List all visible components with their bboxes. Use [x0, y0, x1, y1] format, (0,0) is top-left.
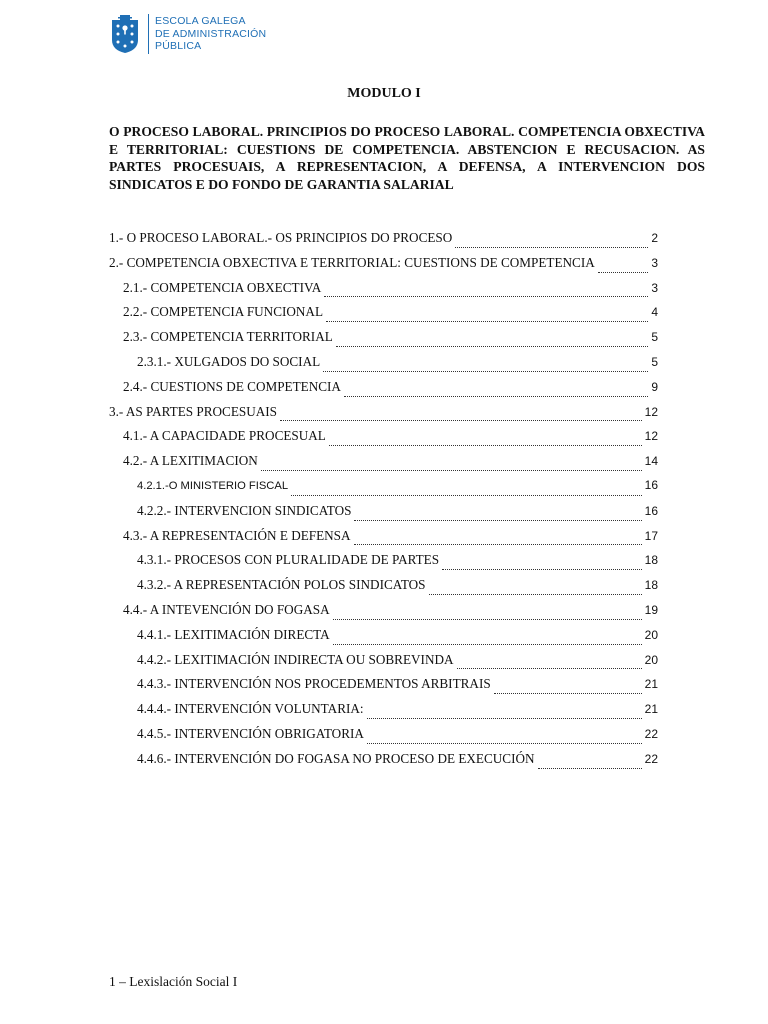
toc-entry-title: 4.2.1.-O MINISTERIO FISCAL [137, 479, 289, 492]
toc-entry[interactable] [109, 428, 658, 453]
toc-entry-title: 4.4.2.- LEXITIMACIÓN INDIRECTA OU SOBREVINDA [137, 651, 454, 667]
toc-entry-title: 4.1.- A CAPACIDADE PROCESUAL [123, 428, 326, 444]
toc-entry[interactable] [109, 503, 658, 528]
toc-entry[interactable] [109, 329, 658, 354]
toc-entry[interactable] [109, 577, 658, 602]
toc-dot-leader [538, 767, 642, 769]
toc-entry-page: 12 [644, 404, 658, 419]
toc-entry[interactable] [109, 552, 658, 577]
toc-entry-title: 4.4.6.- INTERVENCIÓN DO FOGASA NO PROCESO DE EXECUCIÓN [137, 750, 535, 766]
toc-entry-page: 5 [651, 330, 658, 345]
toc-entry[interactable] [109, 676, 658, 701]
toc-entry[interactable] [109, 652, 658, 677]
toc-entry[interactable] [109, 453, 658, 478]
toc-entry-title: 4.4.4.- INTERVENCIÓN VOLUNTARIA: [137, 701, 364, 717]
toc-entry-title: 1.- O PROCESO LABORAL.- OS PRINCIPIOS DO PROCESO [109, 230, 453, 245]
toc-entry[interactable] [109, 751, 658, 776]
toc-entry-page: 12 [644, 429, 658, 444]
toc-dot-leader [291, 494, 642, 496]
toc-dot-leader [598, 271, 649, 273]
toc-entry-page: 16 [644, 477, 658, 492]
toc-entry[interactable] [109, 701, 658, 726]
toc-entry-page: 2 [651, 231, 658, 245]
toc-entry-page: 3 [651, 280, 658, 295]
toc-entry-page: 9 [651, 379, 658, 394]
module-title: MODULO I [347, 86, 421, 101]
toc-dot-leader [336, 345, 649, 347]
toc-entry-page: 19 [644, 602, 658, 617]
toc-entry-page: 17 [644, 528, 658, 543]
toc-dot-leader [326, 320, 648, 322]
toc-entry-page: 22 [644, 751, 658, 766]
toc-entry[interactable] [109, 627, 658, 652]
toc-entry-title: 2.3.- COMPETENCIA TERRITORIAL [123, 329, 333, 345]
table-of-contents [109, 230, 658, 776]
toc-entry[interactable] [109, 379, 658, 404]
logo-line-1: ESCOLA GALEGA [155, 15, 246, 27]
toc-entry[interactable] [109, 478, 658, 503]
toc-dot-leader [455, 246, 648, 248]
toc-entry-title: 4.2.2.- INTERVENCION SINDICATOS [137, 502, 352, 518]
toc-entry-title: 2.4.- CUESTIONS DE COMPETENCIA [123, 378, 341, 394]
logo-line-2: DE ADMINISTRACIÓN [155, 27, 267, 40]
toc-entry-page: 20 [644, 652, 658, 667]
toc-entry-page: 18 [644, 553, 658, 568]
toc-dot-leader [333, 618, 642, 620]
toc-dot-leader [323, 370, 648, 372]
logo-divider [148, 14, 149, 54]
egap-logo [110, 14, 266, 54]
document-title: O PROCESO LABORAL. PRINCIPIOS DO PROCESO LABORAL. COMPETENCIA OBXECTIVA E TERRITORIAL: CUESTIONS DE COMPETENCIA. ABSTENCION E RECUSACION. AS PARTES PROCESUAIS, A REPRESENTACION, A DEFENSA, A INTERVENCION DOS SINDICATOS E DO FONDO DE GARANTIA SALARIAL [109, 124, 705, 192]
toc-entry[interactable] [109, 528, 658, 553]
toc-entry-title: 4.3.- A REPRESENTACIÓN E DEFENSA [123, 527, 351, 543]
toc-entry[interactable] [109, 230, 658, 255]
toc-entry-page: 20 [644, 627, 658, 642]
toc-entry-title: 2.1.- COMPETENCIA OBXECTIVA [123, 279, 322, 295]
toc-entry-title: 3.- AS PARTES PROCESUAIS [109, 403, 278, 419]
page-footer: 1 – Lexislación Social I [109, 974, 238, 989]
toc-entry[interactable] [109, 304, 658, 329]
toc-entry-page: 16 [644, 503, 658, 518]
toc-entry-page: 4 [651, 305, 658, 320]
toc-dot-leader [280, 419, 642, 421]
toc-entry-page: 21 [644, 702, 658, 717]
toc-dot-leader [261, 469, 642, 471]
toc-entry[interactable] [109, 404, 658, 429]
toc-entry[interactable] [109, 602, 658, 627]
toc-dot-leader [329, 444, 642, 446]
toc-entry-title: 2.3.1.- XULGADOS DO SOCIAL [137, 353, 321, 369]
toc-entry-page: 14 [644, 454, 658, 469]
toc-entry-title: 4.2.- A LEXITIMACION [123, 453, 258, 469]
toc-entry-title: 4.4.- A INTEVENCIÓN DO FOGASA [123, 601, 330, 617]
toc-entry-page: 5 [651, 354, 658, 369]
toc-dot-leader [333, 643, 642, 645]
toc-entry-title: 4.4.5.- INTERVENCIÓN OBRIGATORIA [137, 725, 364, 741]
toc-dot-leader [457, 667, 642, 669]
toc-entry-title: 2.2.- COMPETENCIA FUNCIONAL [123, 304, 324, 320]
toc-entry-page: 18 [644, 578, 658, 593]
toc-entry-page: 21 [644, 677, 658, 692]
toc-entry-title: 4.4.1.- LEXITIMACIÓN DIRECTA [137, 626, 330, 642]
toc-dot-leader [354, 543, 642, 545]
toc-dot-leader [354, 519, 641, 521]
logo-line-3: PÚBLICA [155, 40, 202, 52]
logo-wordmark [155, 15, 266, 53]
toc-dot-leader [344, 395, 648, 397]
toc-entry-page: 3 [651, 255, 658, 270]
toc-entry-title: 2.- COMPETENCIA OBXECTIVA E TERRITORIAL: CUESTIONS DE COMPETENCIA [109, 254, 595, 270]
toc-entry[interactable] [109, 726, 658, 751]
toc-dot-leader [367, 742, 642, 744]
toc-dot-leader [494, 692, 642, 694]
toc-entry-title: 4.3.1.- PROCESOS CON PLURALIDADE DE PARTES [137, 552, 440, 568]
toc-entry-title: 4.4.3.- INTERVENCIÓN NOS PROCEDEMENTOS ARBITRAIS [137, 676, 491, 692]
toc-dot-leader [367, 717, 642, 719]
toc-dot-leader [442, 568, 642, 570]
toc-entry-title: 4.3.2.- A REPRESENTACIÓN POLOS SINDICATOS [137, 577, 426, 593]
toc-dot-leader [429, 593, 642, 595]
toc-entry-page: 22 [644, 726, 658, 741]
toc-entry[interactable] [109, 255, 658, 280]
toc-entry[interactable] [109, 354, 658, 379]
toc-entry[interactable] [109, 280, 658, 305]
galicia-shield-icon [110, 14, 140, 54]
toc-dot-leader [324, 295, 648, 297]
